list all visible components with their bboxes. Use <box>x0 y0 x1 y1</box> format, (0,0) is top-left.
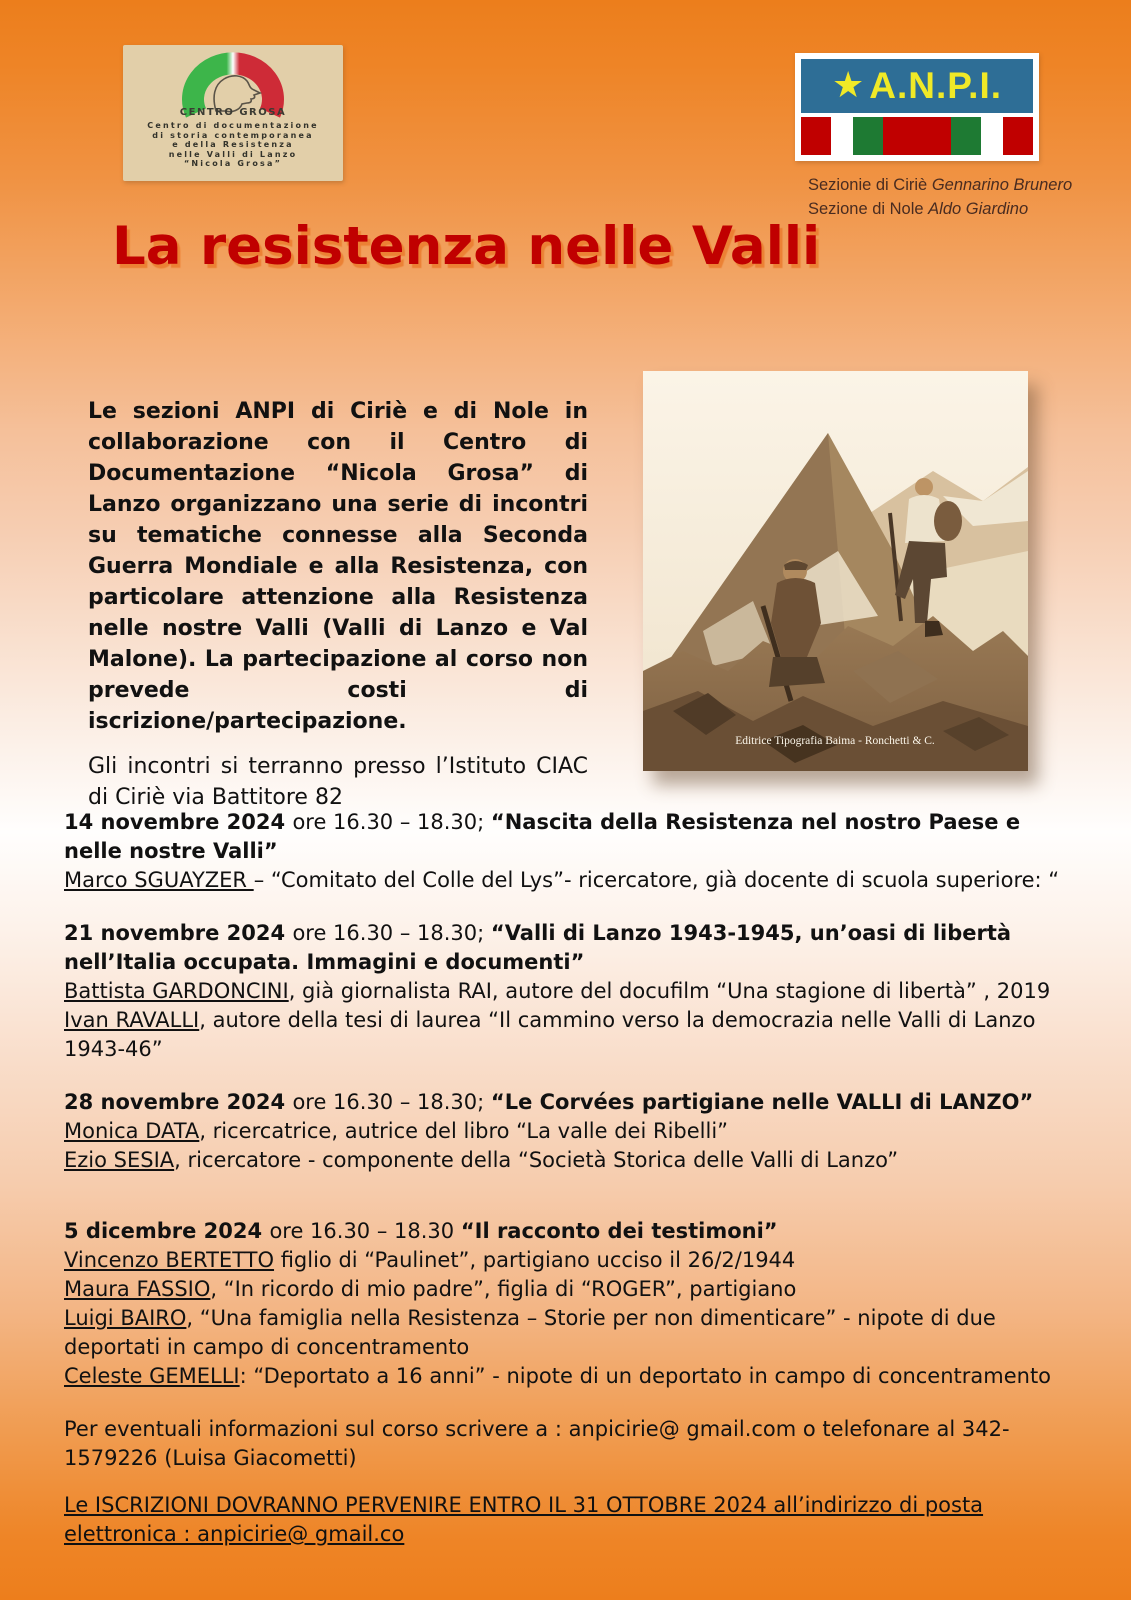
venue-paragraph: Gli incontri si terranno presso l’Istituto CIAC di Ciriè via Battitore 82 <box>88 754 588 810</box>
anpi-logo <box>795 53 1039 161</box>
centro-grosa-logo <box>123 45 343 181</box>
anpi-band <box>801 59 1033 113</box>
anpi-stripe <box>981 117 1003 155</box>
anpi-stripe <box>1003 117 1033 155</box>
intro-paragraph: Le sezioni ANPI di Ciriè e di Nole in collaborazione con il Centro di Documentazione “Nicola Grosa” di Lanzo organizzano una serie di incontri su tematiche connesse alla Seconda Guerra Mondiale e alla Resistenza, con particolare attenzione alla Resistenza nelle nostre Valli (Valli di Lanzo e Val Malone). La partecipazione al corso non prevede costi di iscrizione/partecipazione. <box>88 399 588 734</box>
anpi-stripe <box>951 117 981 155</box>
registration-note: Le ISCRIZIONI DOVRANNO PERVENIRE ENTRO IL 31 OTTOBRE 2024 all’indirizzo di posta elettronica : anpicirie@ gmail.co <box>64 1493 984 1546</box>
session-heading: 21 novembre 2024 ore 16.30 – 18.30; “Valli di Lanzo 1943-1945, un’oasi di libertà nell’Italia occupata. Immagini e documenti” <box>64 921 1012 974</box>
schedule <box>64 808 1070 1549</box>
speaker-line: Ivan RAVALLI, autore della tesi di laurea “Il cammino verso la democrazia nelle Valli di Lanzo 1943-46” <box>64 1008 1036 1061</box>
anpi-stripe <box>831 117 853 155</box>
anpi-star-icon: ★ <box>831 65 865 106</box>
centro-line: nelle Valli di Lanzo <box>168 149 298 159</box>
partisans-mountain-photo <box>643 371 1028 771</box>
session-heading: 14 novembre 2024 ore 16.30 – 18.30; “Nascita della Resistenza nel nostro Paese e nelle nostre Valli” <box>64 810 1021 863</box>
speaker-line: Luigi BAIRO, “Una famiglia nella Resistenza – Storie per non dimenticare” - nipote di due deportati in campo di concentramento <box>64 1306 996 1359</box>
session-block-28-novembre <box>64 1088 1070 1175</box>
anpi-stripe <box>853 117 883 155</box>
speaker-line: Ezio SESIA, ricercatore - componente della “Società Storica delle Valli di Lanzo” <box>64 1148 899 1172</box>
session-block-5-dicembre <box>64 1217 1070 1391</box>
speaker-line: Maura FASSIO, “In ricordo di mio padre”, figlia di “ROGER”, partigiano <box>64 1277 797 1301</box>
photo-caption: Editrice Tipografia Baima - Ronchetti & C. <box>735 735 935 747</box>
anpi-flag-stripes <box>801 117 1033 155</box>
centro-line: di storia contemporanea <box>152 130 314 140</box>
speaker-line: Monica DATA, ricercatrice, autrice del libro “La valle dei Ribelli” <box>64 1119 729 1143</box>
centro-line: Centro di documentazione <box>147 121 319 130</box>
speaker-line: Marco SGUAYZER – “Comitato del Colle del Lys”- ricercatore, già docente di scuola superiore: “ <box>64 868 1060 892</box>
anpi-stripe <box>801 117 831 155</box>
contact-paragraph: Per eventuali informazioni sul corso scrivere a : anpicirie@ gmail.com o telefonare al 342-1579226 (Luisa Giacometti) <box>64 1417 1010 1470</box>
intro-section <box>88 396 588 813</box>
anpi-block <box>795 53 1095 221</box>
anpi-caption-line: Sezione di Nole Aldo Giardino <box>808 200 1029 218</box>
anpi-acronym: A.N.P.I. <box>869 65 1003 106</box>
page-title: La resistenza nelle Valli <box>112 216 821 277</box>
anpi-stripe <box>883 117 951 155</box>
centro-line: “Nicola Grosa” <box>183 159 283 169</box>
anpi-captions <box>808 173 1095 221</box>
centro-line: e della Resistenza <box>172 140 294 150</box>
session-block-21-novembre <box>64 919 1070 1064</box>
centro-grosa-title: CENTRO GROSA <box>179 107 287 118</box>
anpi-caption-line: Sezionie di Ciriè Gennarino Brunero <box>808 176 1073 194</box>
event-photo <box>643 371 1028 771</box>
session-block-14-novembre <box>64 808 1070 895</box>
speaker-line: Vincenzo BERTETTO figlio di “Paulinet”, partigiano ucciso il 26/2/1944 <box>64 1248 796 1272</box>
speaker-line: Battista GARDONCINI, già giornalista RAI, autore del docufilm “Una stagione di libertà” , 2019 <box>64 979 1051 1003</box>
centro-grosa-subtitle <box>123 121 343 169</box>
speaker-line: Celeste GEMELLI: “Deportato a 16 anni” - nipote di un deportato in campo di concentramento <box>64 1364 1052 1388</box>
session-heading: 28 novembre 2024 ore 16.30 – 18.30; “Le Corvées partigiane nelle VALLI di LANZO” <box>64 1090 1034 1114</box>
session-heading: 5 dicembre 2024 ore 16.30 – 18.30 “Il racconto dei testimoni” <box>64 1219 778 1243</box>
